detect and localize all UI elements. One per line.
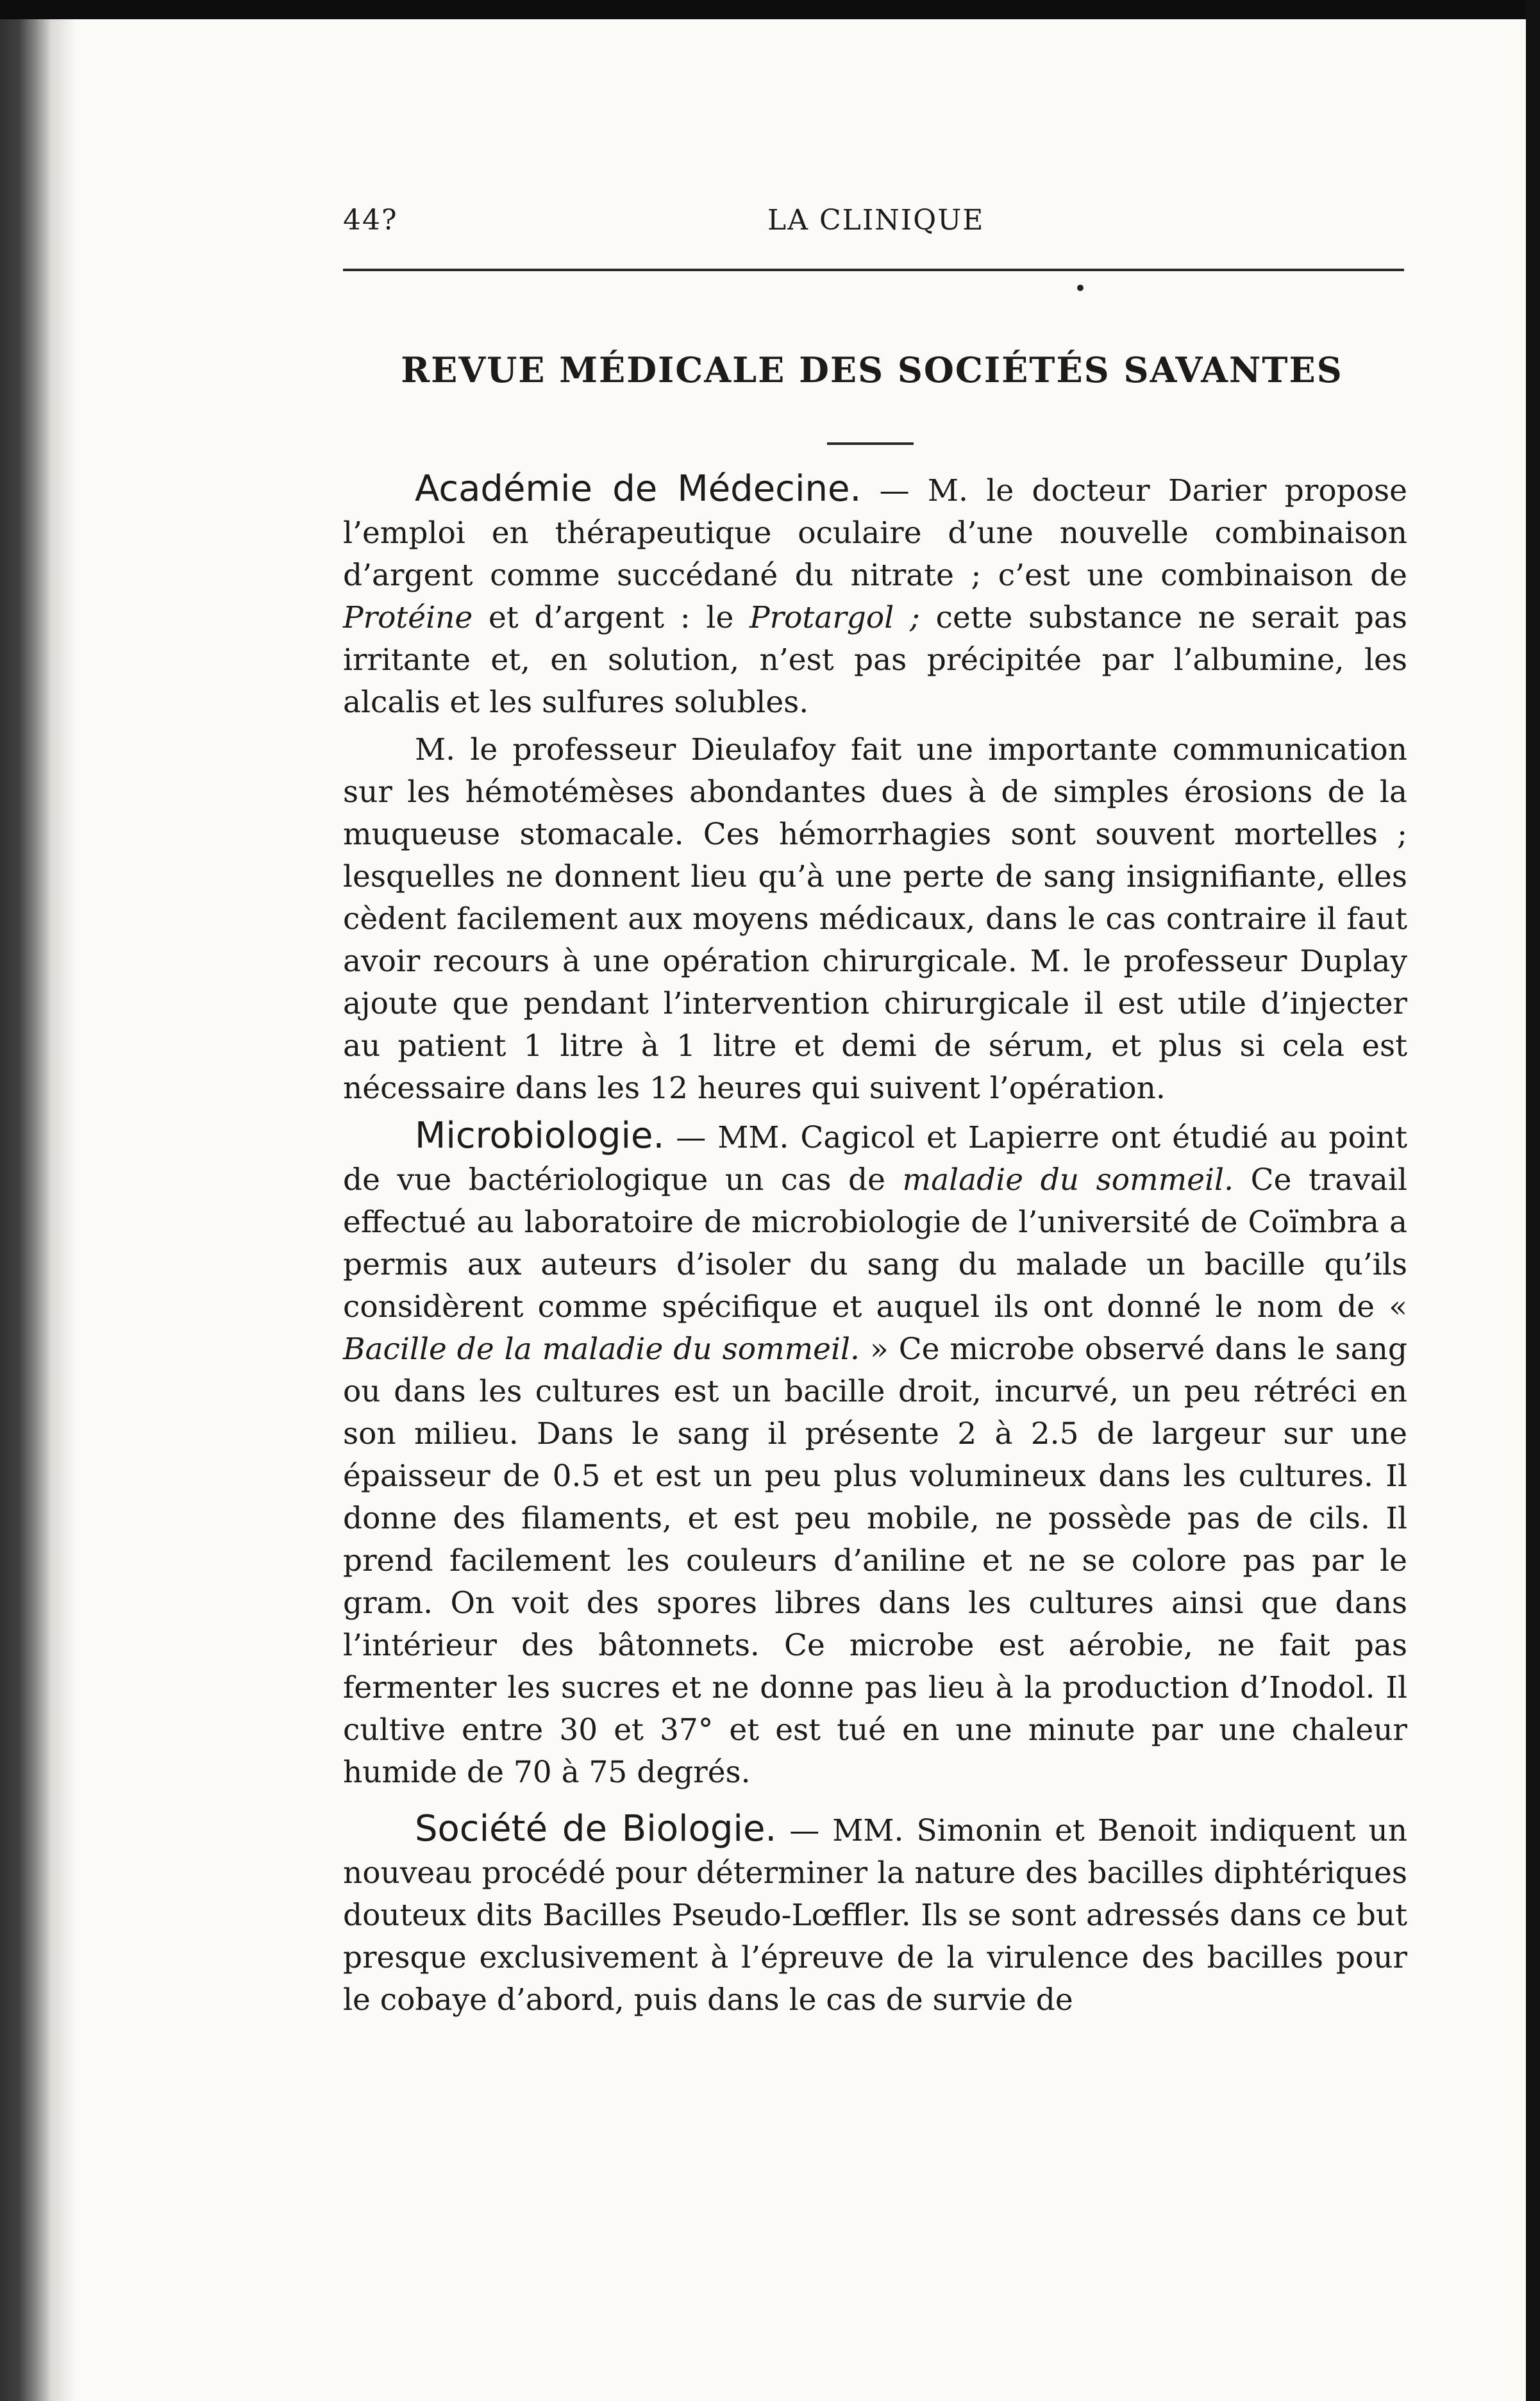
scan-top-border <box>0 0 1540 19</box>
italic-term: Protargol ; <box>749 600 920 635</box>
page-header <box>343 204 1404 242</box>
paragraph-text: — M. le docteur Darier propose l’emploi en thérapeutique oculaire d’une nouvelle combinaison d’argent comme succédané du nitrate ; c’est une combinaison de <box>343 473 1407 593</box>
paragraph-text: cette substance ne serait pas irritante et, en solution, n’est pas précipitée par l’albumine, les alcalis et les sulfures solubles. <box>343 600 1408 720</box>
society-heading: Microbiologie. <box>415 1115 665 1157</box>
paragraph-biologie <box>343 1808 1407 2021</box>
section-title: REVUE MÉDICALE DES SOCIÉTÉS SAVANTES <box>401 349 1343 390</box>
italic-term: maladie du sommeil. <box>902 1162 1234 1198</box>
page-number: 44? <box>343 204 398 237</box>
paragraph-text: et d’argent : le <box>473 600 750 635</box>
society-heading: Académie de Médecine. <box>415 468 862 510</box>
paragraph-academie <box>343 468 1407 724</box>
italic-term: Protéine <box>343 600 473 635</box>
paragraph-dieulafoy <box>343 729 1407 1110</box>
running-title: LA CLINIQUE <box>767 204 985 237</box>
article-body <box>343 468 1407 2021</box>
paragraph-text: — MM. Cagicol et Lapierre ont étudié au point de vue bactériologique un cas de <box>343 1120 1407 1198</box>
paragraph-text: M. le professeur Dieulafoy fait une importante communication sur les hémotémèses abondantes dues à de simples érosions de la muqueuse stomacale. Ces hémorrhagies sont souvent mortelles ; lesquelles ne donnent lieu qu’à une perte de sang insignifiante, elles cèdent facilement aux moyens médicaux, dans le cas contraire il faut avoir recours à une opération chirurgicale. M. le professeur Duplay ajoute que pendant l’intervention chirurgicale il est utile d’injecter au patient 1 litre à 1 litre et demi de sérum, et plus si cela est nécessaire dans les 12 heures qui suivent l’opération. <box>343 732 1407 1106</box>
title-rule <box>827 442 914 445</box>
ink-dot <box>1077 285 1084 291</box>
paragraph-text: — MM. Simonin et Benoit indiquent un nouveau procédé pour déterminer la nature des bacilles diphtériques douteux dits Bacilles Pseudo-Lœffler. Ils se sont adressés dans ce but presque exclusivement à l’épreuve de la virulence des bacilles pour le cobaye d’abord, puis dans le cas de survie de <box>343 1813 1407 2018</box>
society-heading: Société de Biologie. <box>415 1808 777 1850</box>
paragraph-text: Ce travail effectué au laboratoire de microbiologie de l’université de Coïmbra a permis aux auteurs d’isoler du sang du malade un bacille qu’ils considèrent comme spécifique et auquel ils ont donné le nom de « <box>343 1162 1407 1325</box>
paragraph-microbiologie <box>343 1115 1407 1794</box>
italic-term: Bacille de la maladie du sommeil. <box>343 1332 860 1367</box>
header-rule <box>343 269 1404 271</box>
scan-binding-edge <box>0 0 77 2401</box>
paragraph-text: » Ce microbe observé dans le sang ou dans les cultures est un bacille droit, incurvé, un peu rétréci en son milieu. Dans le sang il présente 2 à 2.5 de largeur sur une épaisseur de 0.5 et est un peu plus volumineux dans les cultures. Il donne des filaments, et est peu mobile, ne possède pas de cils. Il prend facilement les couleurs d’aniline et ne se colore pas par le gram. On voit des spores libres dans les cultures ainsi que dans l’intérieur des bâtonnets. Ce microbe est aérobie, ne fait pas fermenter les sucres et ne donne pas lieu à la production d’Inodol. Il cultive entre 30 et 37° et est tué en une minute par une chaleur humide de 70 à 75 degrés. <box>343 1332 1407 1790</box>
scan-right-border <box>1526 0 1540 2401</box>
